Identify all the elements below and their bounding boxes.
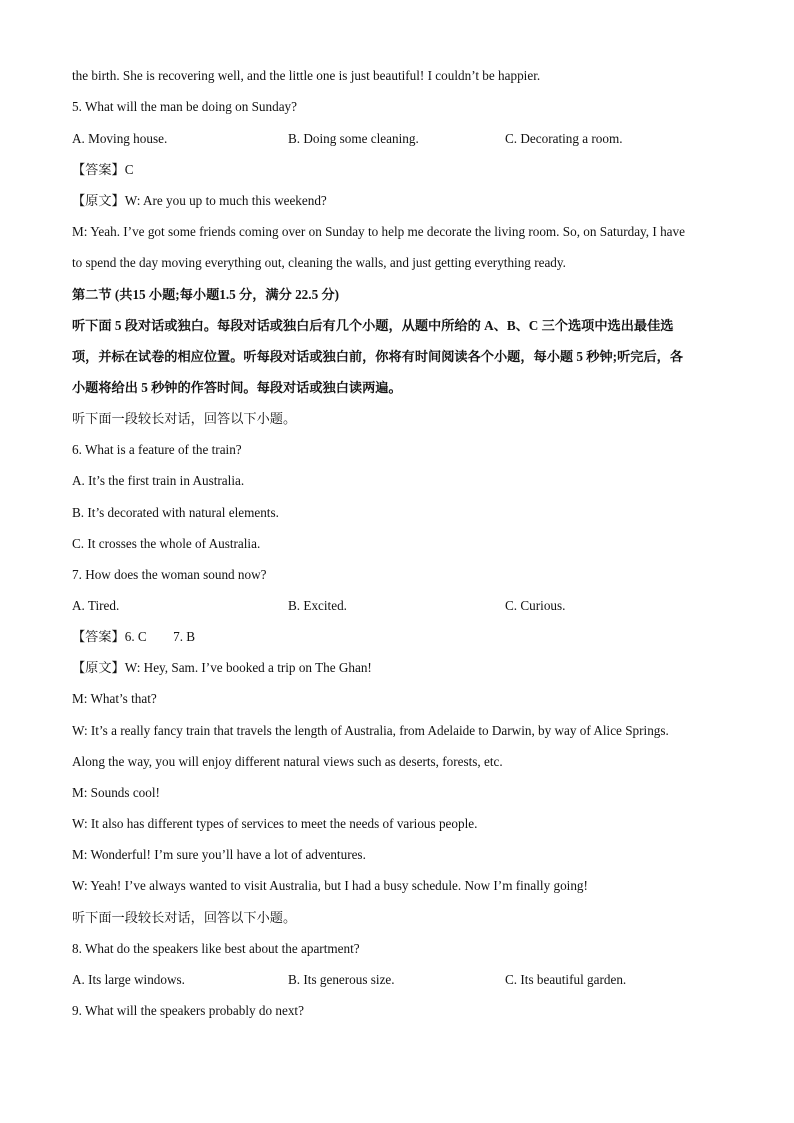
q6-option-b: B. It’s decorated with natural elements. [72, 505, 279, 520]
q6-option-c: C. It crosses the whole of Australia. [72, 536, 261, 551]
dialogue-intro: 听下面一段较长对话，回答以下小题。 [72, 411, 297, 426]
question-7: 7. How does the woman sound now? [72, 567, 267, 582]
q7-option-b: B. Excited. [288, 598, 347, 613]
transcript-line: W: Yeah! I’ve always wanted to visit Australia, but I had a busy schedule. Now I’m finally going! [72, 878, 588, 893]
section-instructions: 项，并标在试卷的相应位置。听每段对话或独白前，你将有时间阅读各个小题，每小题 5 秒钟;听完后，各 [72, 349, 684, 364]
q6-option-a: A. It’s the first train in Australia. [72, 473, 245, 488]
question-5: 5. What will the man be doing on Sunday? [72, 99, 298, 114]
transcript-line: M: Sounds cool! [72, 785, 160, 800]
question-8: 8. What do the speakers like best about the apartment? [72, 941, 360, 956]
answer-line: 【答案】C [72, 162, 134, 177]
q8-option-a: A. Its large windows. [72, 972, 185, 987]
transcript-line: 【原文】W: Are you up to much this weekend? [72, 193, 327, 208]
transcript-line: Along the way, you will enjoy different natural views such as deserts, forests, etc. [72, 754, 503, 769]
q8-option-c: C. Its beautiful garden. [505, 972, 627, 987]
transcript-line: W: It’s a really fancy train that travels the length of Australia, from Adelaide to Darwin, by way of Alice Springs. [72, 723, 669, 738]
section-heading: 第二节 (共15 小题;每小题1.5 分，满分 22.5 分) [72, 287, 340, 302]
question-6: 6. What is a feature of the train? [72, 442, 242, 457]
q5-option-c: C. Decorating a room. [505, 131, 623, 146]
transcript-line: W: It also has different types of services to meet the needs of various people. [72, 816, 478, 831]
transcript-line: M: Yeah. I’ve got some friends coming over on Sunday to help me decorate the living room. So, on Saturday, I have [72, 224, 685, 239]
q8-option-b: B. Its generous size. [288, 972, 395, 987]
section-instructions: 小题将给出 5 秒钟的作答时间。每段对话或独白读两遍。 [72, 380, 402, 395]
q5-option-a: A. Moving house. [72, 131, 168, 146]
transcript-line: M: Wonderful! I’m sure you’ll have a lot of adventures. [72, 847, 366, 862]
dialogue-intro: 听下面一段较长对话，回答以下小题。 [72, 910, 297, 925]
q5-option-b: B. Doing some cleaning. [288, 131, 419, 146]
answer-line: 【答案】6. C 7. B [72, 629, 196, 644]
transcript-line: to spend the day moving everything out, cleaning the walls, and just getting everything ready. [72, 255, 566, 270]
q7-option-c: C. Curious. [505, 598, 566, 613]
transcript-line: M: What’s that? [72, 691, 157, 706]
question-9: 9. What will the speakers probably do next? [72, 1003, 304, 1018]
transcript-line: the birth. She is recovering well, and the little one is just beautiful! I couldn’t be happier. [72, 68, 541, 83]
q7-option-a: A. Tired. [72, 598, 120, 613]
transcript-line: 【原文】W: Hey, Sam. I’ve booked a trip on The Ghan! [72, 660, 372, 675]
section-instructions: 听下面 5 段对话或独白。每段对话或独白后有几个小题，从题中所给的 A、B、C 三个选项中选出最佳选 [72, 318, 674, 333]
